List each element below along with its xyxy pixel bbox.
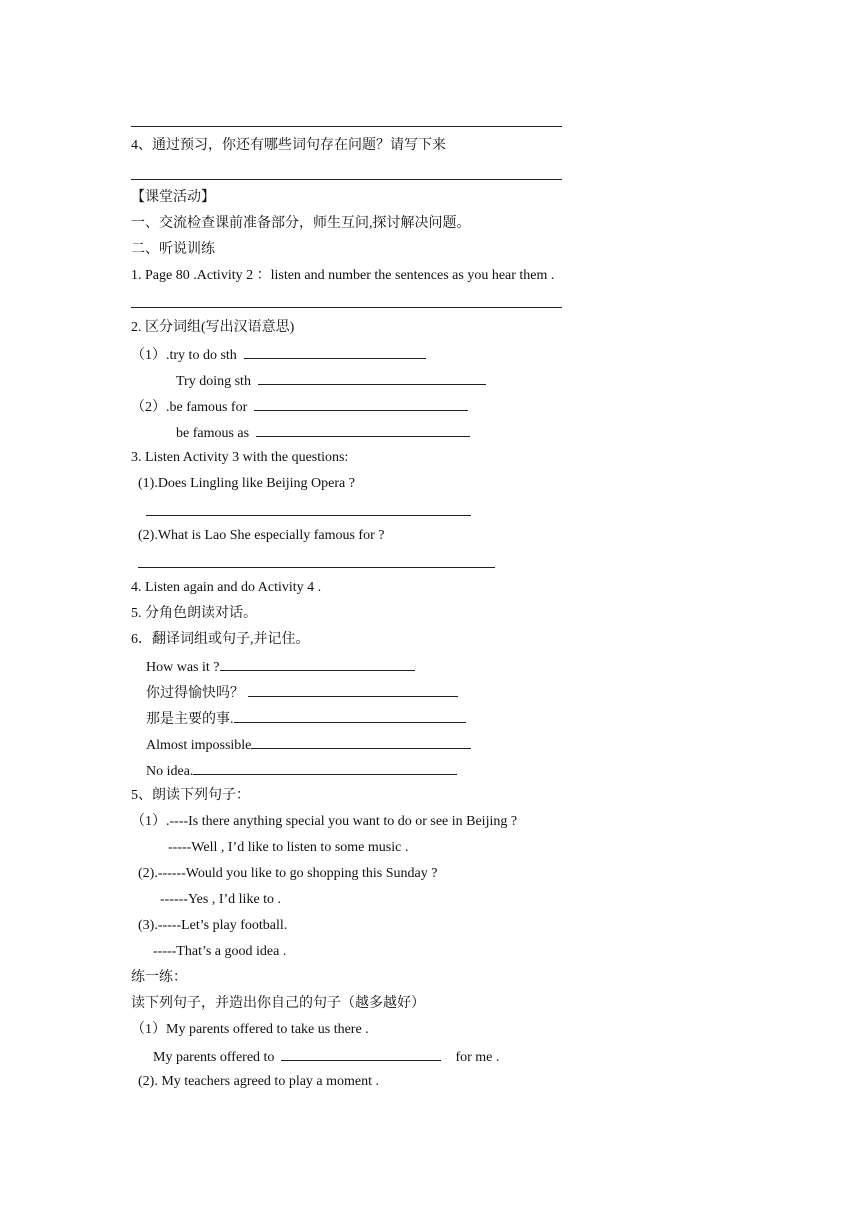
dialogue-3b: -----That’s a good idea . [153, 944, 287, 959]
translate-label: 你过得愉快吗？ [146, 686, 244, 701]
translate-4 [146, 735, 471, 755]
practice-1: （1）My parents offered to take us there . [131, 1022, 369, 1037]
practice-1b [153, 1047, 499, 1067]
practice-label: My parents offered to [153, 1050, 275, 1065]
item-4: 4. Listen again and do Activity 4 . [131, 580, 322, 595]
phrase-1b [176, 371, 486, 391]
preview-question-4: 4、通过预习，你还有哪些词句存在问题？请写下来 [131, 138, 446, 153]
practice-2: (2). My teachers agreed to play a moment . [138, 1074, 380, 1089]
part-1: 一、交流检查课前准备部分，师生互问,探讨解决问题。 [131, 216, 471, 231]
practice-heading: 练一练： [131, 970, 187, 985]
translate-label: No idea. [146, 764, 194, 779]
translate-2 [146, 683, 458, 703]
phrase-2 [131, 397, 468, 417]
answer-blank[interactable] [254, 397, 468, 411]
answer-blank[interactable] [258, 371, 486, 385]
answer-blank[interactable] [244, 345, 426, 359]
practice-instruction: 读下列句子，并造出你自己的句子（越多越好） [131, 996, 425, 1011]
phrase-label: be famous as [176, 426, 250, 441]
item-5: 5. 分角色朗读对话。 [131, 606, 257, 621]
section-heading: 【课堂活动】 [131, 190, 215, 205]
answer-blank[interactable] [281, 1047, 441, 1061]
item-3: 3. Listen Activity 3 with the questions: [131, 450, 349, 465]
answer-blank[interactable] [256, 423, 470, 437]
answer-blank[interactable] [251, 735, 471, 749]
reading-heading: 5、朗读下列句子： [131, 788, 250, 803]
answer-line [131, 179, 562, 180]
part-2: 二、听说训练 [131, 242, 215, 257]
dialogue-2b: ------Yes , I’d like to . [160, 892, 282, 907]
phrase-label: （1）.try to do sth [131, 348, 237, 363]
question-1: (1).Does Lingling like Beijing Opera ? [138, 476, 355, 491]
translate-label: 那是主要的事. [146, 712, 234, 727]
item-1: 1. Page 80 .Activity 2 ：listen and number the sentences as you hear them . [131, 268, 555, 283]
answer-blank[interactable] [193, 761, 457, 775]
phrase-2b [176, 423, 470, 443]
answer-blank[interactable] [234, 709, 466, 723]
answer-line [146, 515, 471, 516]
translate-5 [146, 761, 457, 781]
answer-line [131, 307, 562, 308]
translate-label: Almost impossible [146, 738, 252, 753]
item-2: 2. 区分词组(写出汉语意思) [131, 320, 295, 335]
item-6: 6．翻译词组或句子,并记住。 [131, 632, 310, 647]
translate-1 [146, 657, 415, 677]
answer-blank[interactable] [220, 657, 415, 671]
answer-line [138, 567, 495, 568]
translate-3 [146, 709, 466, 729]
dialogue-1b: -----Well , I’d like to listen to some music . [168, 840, 409, 855]
question-2: (2).What is Lao She especially famous for ? [138, 528, 385, 543]
dialogue-2a: (2).------Would you like to go shopping this Sunday ? [138, 866, 438, 881]
phrase-label: Try doing sth [176, 374, 251, 389]
practice-label: for me . [455, 1050, 500, 1065]
dialogue-3a: (3).-----Let’s play football. [138, 918, 288, 933]
translate-label: How was it ? [146, 660, 220, 675]
phrase-label: （2）.be famous for [131, 400, 248, 415]
answer-blank[interactable] [248, 683, 458, 697]
answer-line [131, 126, 562, 127]
dialogue-1a: （1）.----Is there anything special you want to do or see in Beijing ? [131, 814, 518, 829]
phrase-1 [131, 345, 426, 365]
